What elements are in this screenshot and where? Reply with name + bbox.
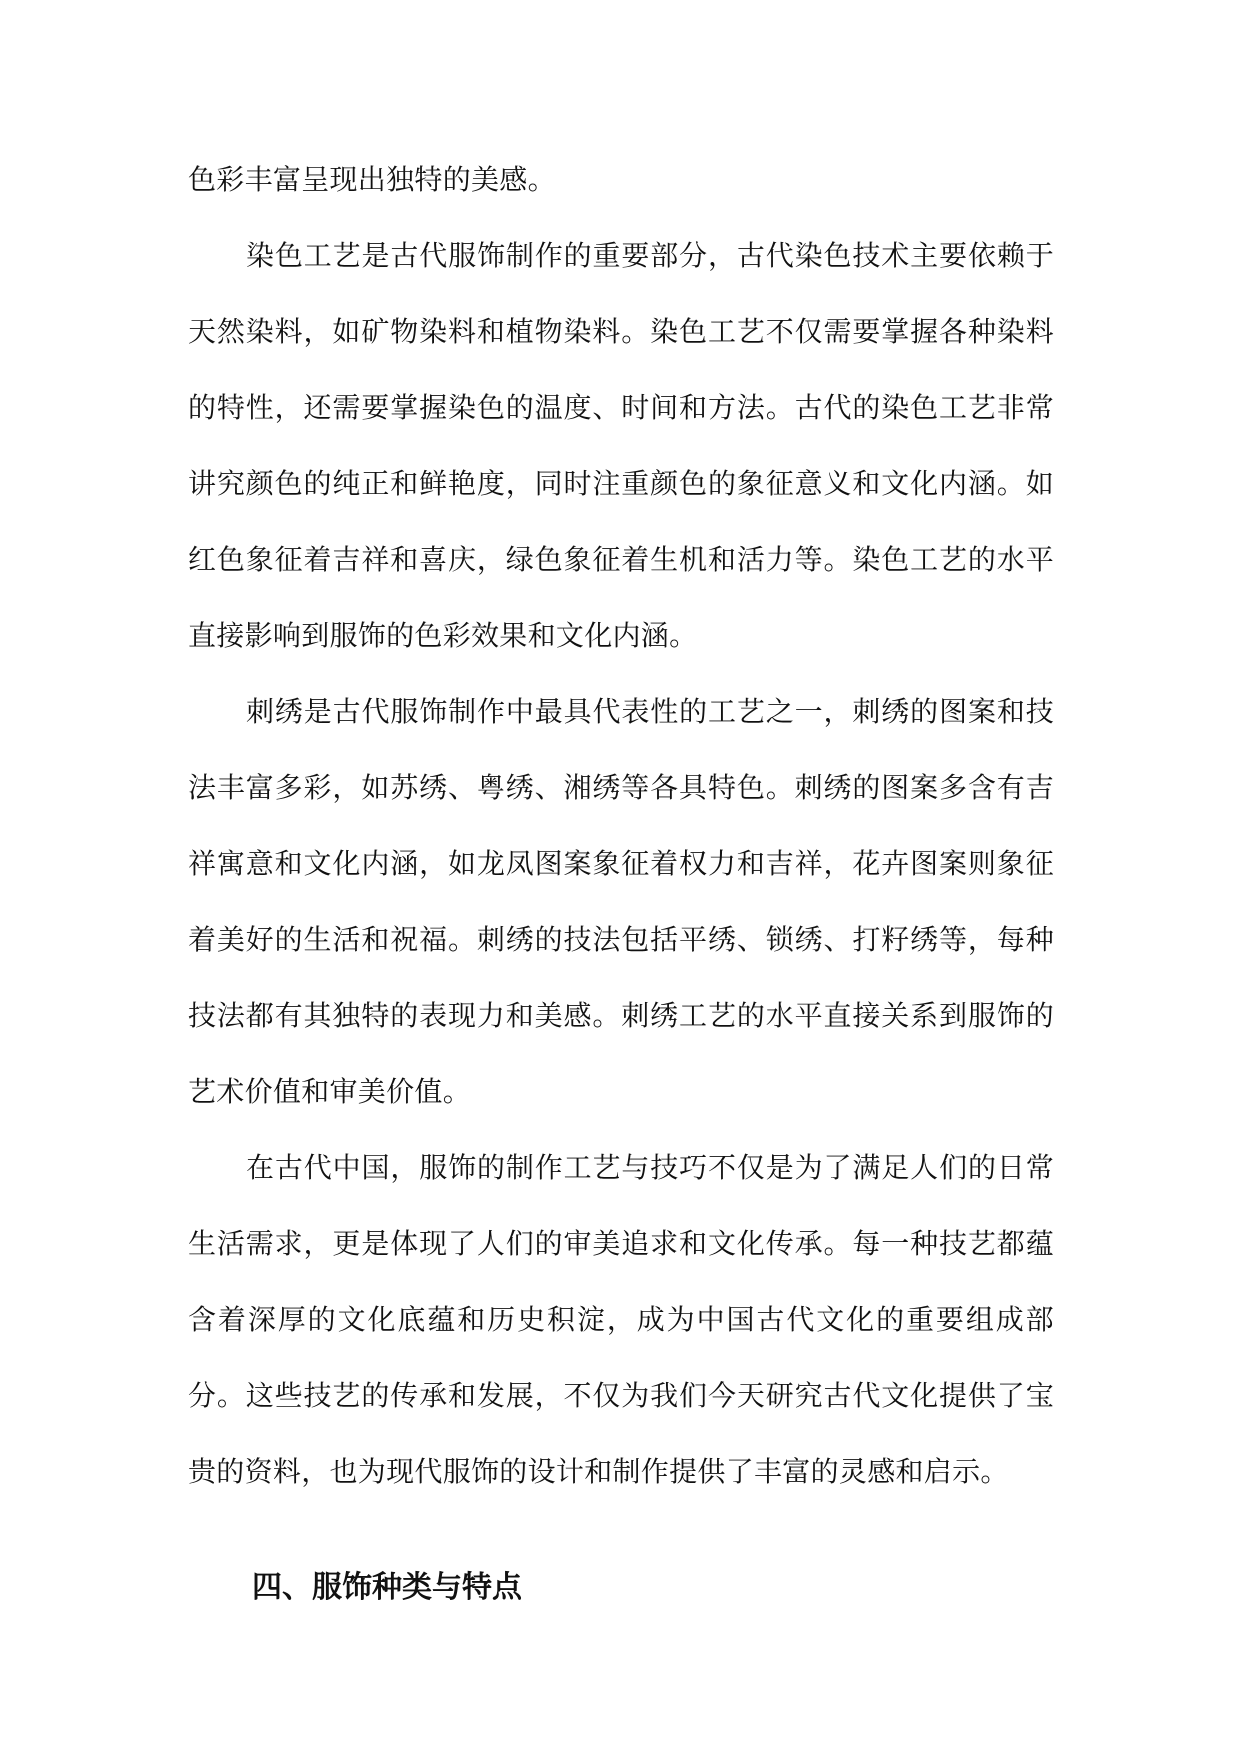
section-heading: 四、服饰种类与特点 bbox=[252, 1570, 522, 1605]
paragraph-dyeing: 染色工艺是古代服饰制作的重要部分，古代染色技术主要依赖于天然染料，如矿物染料和植物染料。染色工艺不仅需要掌握各种染料的特性，还需要掌握染色的温度、时间和方法。古代的染色工艺非常讲究颜色的纯正和鲜艳度，同时注重颜色的象征意义和文化内涵。如红色象征着吉祥和喜庆，绿色象征着生机和活力等。染色工艺的水平直接影响到服饰的色彩效果和文化内涵。 bbox=[188, 239, 1054, 652]
paragraph-continuation: 色彩丰富呈现出独特的美感。 bbox=[188, 163, 556, 196]
paragraph-heritage: 在古代中国，服饰的制作工艺与技巧不仅是为了满足人们的日常生活需求，更是体现了人们的审美追求和文化传承。每一种技艺都蕴含着深厚的文化底蕴和历史积淀，成为中国古代文化的重要组成部分。这些技艺的传承和发展，不仅为我们今天研究古代文化提供了宝贵的资料，也为现代服饰的设计和制作提供了丰富的灵感和启示。 bbox=[188, 1151, 1054, 1488]
paragraph-embroidery: 刺绣是古代服饰制作中最具代表性的工艺之一，刺绣的图案和技法丰富多彩，如苏绣、粤绣、湘绣等各具特色。刺绣的图案多含有吉祥寓意和文化内涵，如龙凤图案象征着权力和吉祥，花卉图案则象征着美好的生活和祝福。刺绣的技法包括平绣、锁绣、打籽绣等，每种技法都有其独特的表现力和美感。刺绣工艺的水平直接关系到服饰的艺术价值和审美价值。 bbox=[188, 695, 1054, 1108]
document-body bbox=[188, 142, 1054, 1608]
